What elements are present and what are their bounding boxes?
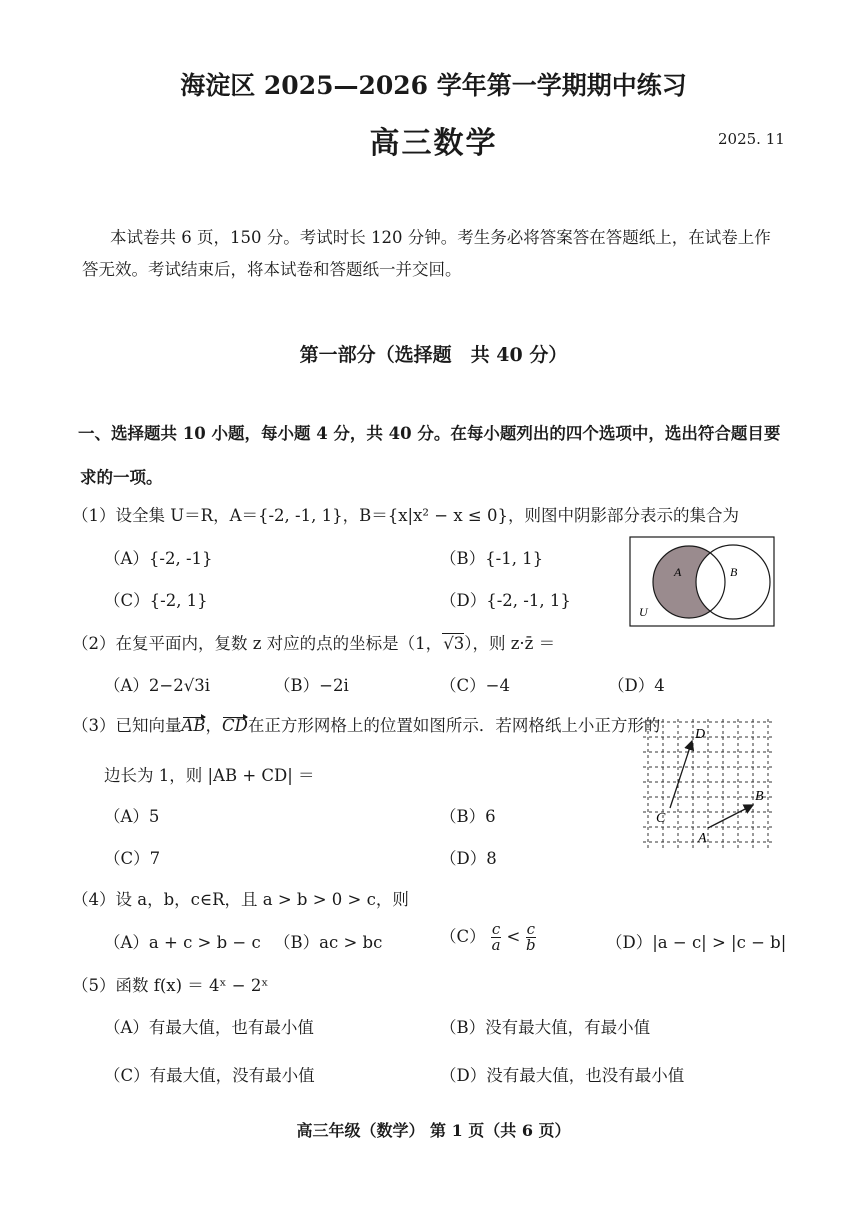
grid-label-d: D — [695, 727, 706, 742]
question-1-option-b: （B）{-1, 1} — [440, 549, 544, 568]
question-2-option-b: （B）−2i — [274, 676, 349, 695]
question-5-option-c: （C）有最大值，没有最小值 — [104, 1066, 315, 1085]
venn-label-a: A — [674, 565, 682, 579]
vector-ab: AB — [181, 716, 206, 735]
question-4-option-b: （B）ac > bc — [274, 933, 383, 952]
question-2-stem-prefix: （2）在复平面内，复数 z 对应的点的坐标是（1， — [72, 634, 443, 653]
question-3-option-a: （A）5 — [104, 807, 160, 826]
question-3-stem-line2: 边长为 1，则 |AB + CD| ＝ — [104, 766, 315, 785]
question-5-stem: （5）函数 f(x) ＝ 4ˣ − 2ˣ — [72, 976, 269, 995]
question-4-option-c-label: （C） — [440, 927, 486, 946]
vector-grid-figure — [640, 714, 778, 856]
question-2-option-a: （A）2−2√3i — [104, 676, 211, 695]
question-1-stem: （1）设全集 U＝R，A＝{-2, -1, 1}，B＝{x|x² − x ≤ 0}，则图中阴影部分表示的集合为 — [72, 506, 739, 525]
question-1-option-a: （A）{-2, -1} — [104, 549, 213, 568]
grid-label-c: C — [656, 811, 666, 826]
exam-notice: 本试卷共 6 页，150 分。考试时长 120 分钟。考生务必将答案答在答题纸上，在试卷上作答无效。考试结束后，将本试卷和答题纸一并交回。 — [82, 228, 771, 279]
page-footer: 高三年级（数学） 第 1 页（共 6 页） — [296, 1121, 571, 1140]
question-3-stem-suffix: 在正方形网格上的位置如图所示．若网格纸上小正方形的 — [247, 716, 661, 735]
fraction-denominator: b — [526, 936, 536, 954]
question-1-option-d: （D）{-2, -1, 1} — [440, 591, 571, 610]
venn-diagram — [629, 536, 776, 628]
question-4-option-c — [440, 922, 536, 953]
question-4-option-d: （D）|a − c| > |c − b| — [606, 933, 787, 952]
section-heading: 一、选择题共 10 小题，每小题 4 分，共 40 分。在每小题列出的四个选项中，选出符合题目要求的一项。 — [78, 424, 781, 487]
fraction-c-over-b — [526, 922, 536, 953]
question-5-option-b: （B）没有最大值，有最小值 — [440, 1018, 651, 1037]
fraction-denominator: a — [491, 936, 501, 954]
question-2-stem — [72, 630, 555, 654]
question-4-stem: （4）设 a，b，c∈R，且 a > b > 0 > c，则 — [72, 890, 409, 909]
grid-lines — [643, 719, 773, 851]
vector-ab-arrow — [708, 805, 753, 828]
subject-title: 高三数学 — [369, 126, 498, 161]
fraction-numerator: c — [491, 920, 501, 938]
question-3-sep: ， — [205, 716, 223, 735]
fraction-numerator: c — [526, 920, 536, 938]
question-5-option-d: （D）没有最大值，也没有最小值 — [440, 1066, 685, 1085]
question-2-stem-suffix: ），则 z·z̄ ＝ — [464, 634, 556, 653]
question-3-option-d: （D）8 — [440, 849, 497, 868]
vector-cd-arrow — [670, 741, 692, 808]
venn-label-u: U — [639, 605, 648, 619]
question-1-option-c: （C）{-2, 1} — [104, 591, 208, 610]
comparison-operator: < — [506, 927, 521, 946]
grid-label-b: B — [755, 789, 764, 804]
part-title: 第一部分（选择题 共 40 分） — [299, 344, 568, 366]
question-2-stem-root: √3 — [443, 634, 465, 653]
question-2-option-c: （C）−4 — [440, 676, 510, 695]
venn-label-b: B — [730, 565, 738, 579]
question-4-option-a: （A）a + c > b − c — [104, 933, 261, 952]
question-3-option-b: （B）6 — [440, 807, 496, 826]
question-3-stem — [72, 712, 660, 736]
vector-cd: CD — [222, 716, 248, 735]
question-2-option-d: （D）4 — [608, 676, 665, 695]
exam-date: 2025. 11 — [718, 130, 785, 148]
question-3-stem-prefix: （3）已知向量 — [72, 716, 182, 735]
grid-label-a: A — [698, 831, 707, 846]
question-5-option-a: （A）有最大值，也有最小值 — [104, 1018, 314, 1037]
question-3-option-c: （C）7 — [104, 849, 161, 868]
exam-title: 海淀区 2025—2026 学年第一学期期中练习 — [180, 71, 687, 100]
fraction-c-over-a — [491, 922, 501, 953]
